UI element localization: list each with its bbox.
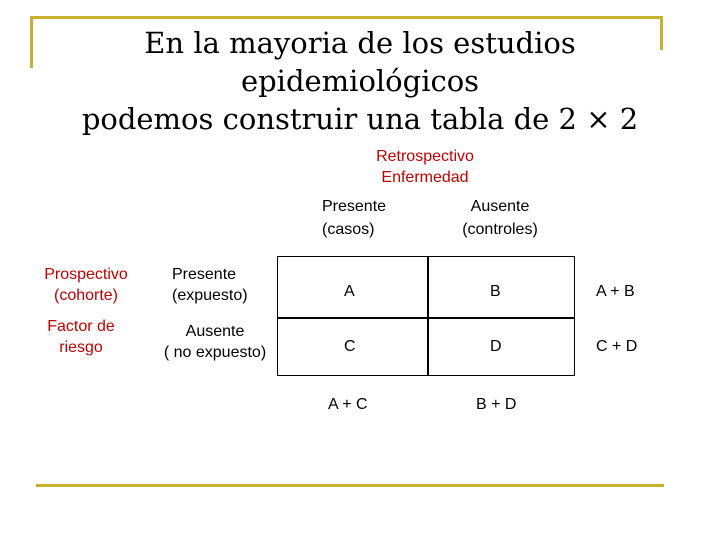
column-cases-label: (casos) — [322, 221, 375, 238]
title-line-2: podemos construir una tabla de 2 × 2 — [81, 102, 639, 136]
retrospective-label: Retrospectivo — [376, 148, 474, 165]
top-decor-line — [30, 16, 663, 19]
prospective-heading — [28, 264, 144, 306]
cell-b: B — [490, 283, 501, 300]
disease-label: Enfermedad — [381, 169, 469, 186]
row-unexposed-line1: Ausente — [185, 323, 245, 340]
cell-d: D — [490, 338, 502, 355]
retrospective-heading — [325, 146, 525, 188]
contingency-table-border — [277, 256, 575, 376]
risk-factor-heading — [28, 316, 134, 358]
row-total-exposed: A + B — [596, 283, 635, 300]
prospective-label: Prospectivo — [44, 266, 128, 283]
column-header-absent — [440, 196, 560, 240]
bottom-decor-line — [36, 484, 664, 487]
row-label-unexposed — [150, 321, 280, 363]
risk-factor-label-1: Factor de — [47, 318, 115, 335]
row-exposed-line1: Presente — [172, 266, 237, 283]
table-horizontal-divider — [277, 317, 575, 319]
cell-c: C — [344, 338, 356, 355]
row-exposed-line2: (expuesto) — [172, 287, 248, 304]
cohort-label: (cohorte) — [53, 287, 119, 304]
risk-factor-label-2: riesgo — [59, 339, 103, 356]
column-absent-label: Ausente — [470, 198, 530, 215]
column-total-controls: B + D — [476, 396, 517, 413]
slide-title — [30, 24, 690, 138]
row-unexposed-line2: ( no expuesto) — [163, 344, 267, 361]
column-controls-label: (controles) — [462, 221, 538, 238]
column-present-label: Presente — [322, 198, 387, 215]
row-total-unexposed: C + D — [596, 338, 638, 355]
column-total-cases: A + C — [328, 396, 368, 413]
column-header-present — [322, 196, 432, 240]
table-vertical-divider — [427, 256, 429, 376]
cell-a: A — [344, 283, 355, 300]
row-label-exposed — [172, 264, 282, 306]
title-line-1: En la mayoria de los estudios epidemiológicos — [144, 26, 576, 98]
